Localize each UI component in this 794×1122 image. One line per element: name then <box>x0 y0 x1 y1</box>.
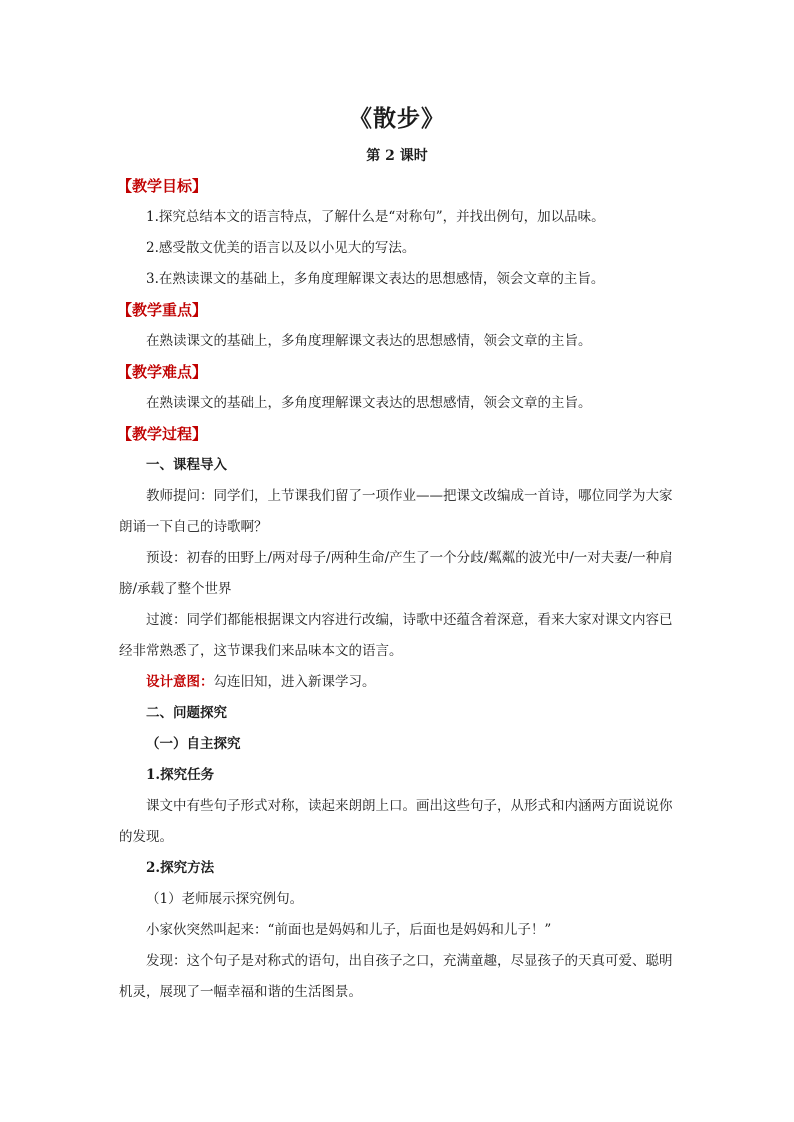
part1-heading: 一、课程导入 <box>146 457 227 473</box>
finding-text: 发现：这个句子是对称式的语句，出自孩子之口，充满童趣，尽显孩子的天真可爱、聪明机灵，展现了一幅幸福和谐的生活图景。 <box>119 953 673 1000</box>
difficulties-heading: 【教学难点】 <box>117 363 208 381</box>
process-heading: 【教学过程】 <box>117 425 208 443</box>
method-step-1: （1）老师展示探究例句。 <box>146 891 304 907</box>
document-title: 《散步》 <box>349 105 445 132</box>
lesson-subtitle: 第 2 课时 <box>366 148 428 164</box>
document-body <box>119 171 675 1008</box>
part1-transition: 过渡：同学们都能根据课文内容进行改编，诗歌中还蕴含着深意，看来大家对课文内容已经非常熟悉了，这节课我们来品味本文的语言。 <box>119 612 673 659</box>
example-sentence: 小家伙突然叫起来：“前面也是妈妈和儿子，后面也是妈妈和儿子！” <box>146 922 552 938</box>
keypoints-text: 在熟读课文的基础上，多角度理解课文表达的思想感情，领会文章的主旨。 <box>146 333 592 349</box>
part1-question: 教师提问：同学们，上节课我们留了一项作业——把课文改编成一首诗，哪位同学为大家朗诵一下自己的诗歌啊？ <box>119 488 673 535</box>
design-intent <box>119 667 675 698</box>
design-intent-label: 设计意图： <box>146 674 214 690</box>
method-heading: 2.探究方法 <box>146 860 215 876</box>
objective-item-3: 3.在熟读课文的基础上，多角度理解课文表达的思想感情，领会文章的主旨。 <box>146 271 605 287</box>
objective-item-2: 2.感受散文优美的语言以及以小见大的写法。 <box>146 240 416 256</box>
design-intent-text: 勾连旧知，进入新课学习。 <box>213 674 376 690</box>
difficulties-text: 在熟读课文的基础上，多角度理解课文表达的思想感情，领会文章的主旨。 <box>146 395 592 411</box>
part1-preset: 预设：初春的田野上/两对母子/两种生命/产生了一个分歧/粼粼的波光中/一对夫妻/一种肩膀/承载了整个世界 <box>119 550 673 597</box>
task-heading: 1.探究任务 <box>146 767 215 783</box>
self-explore-heading: （一）自主探究 <box>146 736 241 752</box>
keypoints-heading: 【教学重点】 <box>117 301 208 319</box>
part2-heading: 二、问题探究 <box>146 705 227 721</box>
task-text: 课文中有些句子形式对称，读起来朗朗上口。画出这些句子，从形式和内涵两方面说说你的发现。 <box>119 798 673 845</box>
objectives-heading: 【教学目标】 <box>117 177 208 195</box>
objective-item-1: 1.探究总结本文的语言特点，了解什么是“对称句”，并找出例句，加以品味。 <box>146 209 605 225</box>
